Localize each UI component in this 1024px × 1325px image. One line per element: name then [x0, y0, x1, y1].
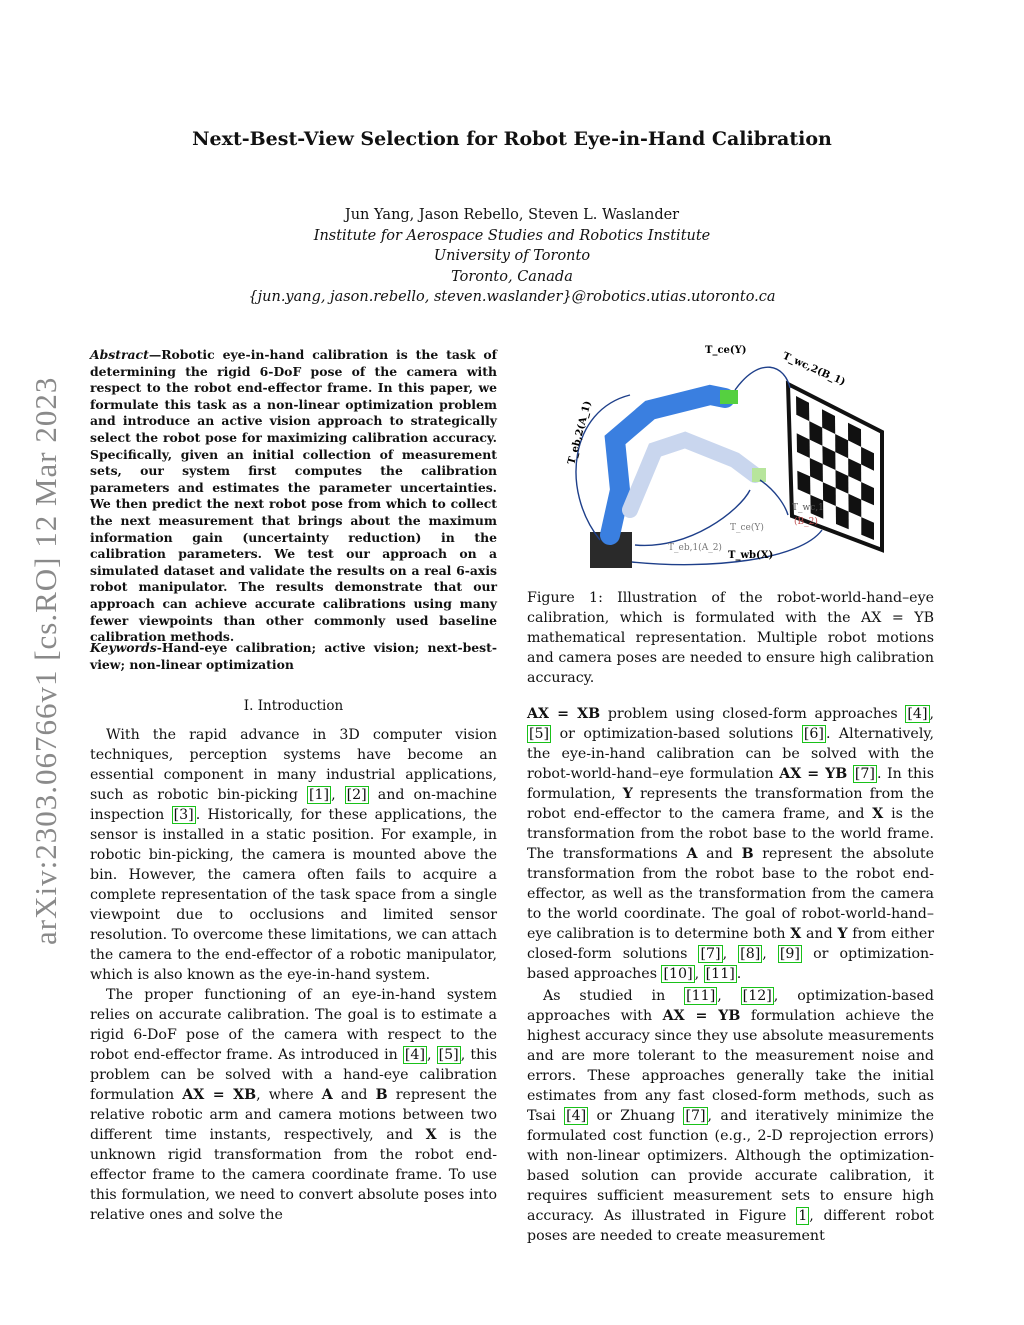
- intro-paragraph-2: The proper functioning of an eye-in-hand system relies on accurate calibration. The goal is to estimate a rigid 6-DoF pose of the camera with respect to the robot end-effector frame. As introduced in [4] , [5] , this problem can be solved with a hand-eye calibration formulation AX = XB, where A and B represent the relative robotic arm and camera motions between two different time instants, respectively, and X is the unknown rigid transformation from the robot end-effector frame to the camera coordinate frame. To use this formulation, we need to convert absolute poses into relative ones and solve the: [90, 987, 497, 1223]
- figure-link[interactable]: 1: [798, 1208, 808, 1224]
- figure-1: [560, 340, 900, 572]
- citation-link[interactable]: [4]: [404, 1047, 425, 1063]
- intro-paragraph-1: With the rapid advance in 3D computer vision techniques, perception systems have become an essential component in many industrial applications, such as robotic bin-picking [1] , [2] and on-machine inspection [3] . Historically, for these applications, the sensor is installed in a static position. For example, in robotic bin-picking, the camera is mounted above the bin. However, the camera often fails to acquire a complete representation of the task space from a single viewpoint due to occlusions and limited sensor resolution. To overcome these limitations, we can attach the camera to the end-effector of a robotic manipulator, which is also known as the eye-in-hand system.: [90, 727, 497, 983]
- citation-link[interactable]: [3]: [173, 807, 194, 823]
- label-teb1: T_eb,1(A_2): [668, 543, 722, 553]
- citation-link[interactable]: [9]: [779, 946, 800, 962]
- citation-link[interactable]: [6]: [803, 726, 824, 742]
- citation-link[interactable]: [5]: [438, 1047, 459, 1063]
- abstract-label: Abstract: [90, 347, 149, 362]
- citation-link[interactable]: [4]: [566, 1108, 587, 1124]
- authors: Jun Yang, Jason Rebello, Steven L. Waslander: [344, 207, 680, 223]
- abstract-text: —Robotic eye-in-hand calibration is the task of determining the rigid 6-DoF pose of the camera with respect to the robot end-effector frame. In this paper, we formulate this task as a non-linear optimization problem and introduce an active vision approach to strategically select the robot pose for maximizing calibration accuracy. Specifically, given an initial collection of measurement sets, our system first computes the calibration parameters and estimates the parameter uncertainties. We then predict the next robot pose from which to collect the next measurement that brings about the maximum information gain (uncertainty reduction) in the calibration parameters. We test our approach on a simulated dataset and validate the results on a real 6-axis robot manipulator. The results demonstrate that our approach can achieve accurate calibrations using many fewer viewpoints than other commonly used baseline calibration methods.: [90, 347, 497, 645]
- intro-left-column: [90, 725, 497, 1225]
- figure-caption: Figure 1: Illustration of the robot-world-hand–eye calibration, which is formulated with the AX = YB mathematical representation. Multiple robot motions and camera poses are needed to ensure high calibration accuracy.: [527, 590, 934, 686]
- author-block: [0, 205, 1024, 308]
- citation-link[interactable]: [4]: [907, 706, 928, 722]
- citation-link[interactable]: [12]: [742, 988, 772, 1004]
- affiliation-3: Toronto, Canada: [451, 268, 573, 285]
- intro-right-column: [527, 704, 934, 1246]
- keywords-text: -Hand-eye calibration; active vision; next-best-view; non-linear optimization: [90, 640, 497, 672]
- intro-paragraph-3: AX = XB problem using closed-form approaches [4] , [5] or optimization-based solutions [6] . Alternatively, the eye-in-hand calibration can be solved with the robot-world-hand–eye formulation AX = YB [7] . In this formulation, Y represents the transformation from the robot end-effector to the camera frame, and X is the transformation from the robot base to the world frame. The transformations A and B represent the absolute transformation from the robot base to the robot end-effector, as well as the transformation from the camera to the world coordinate. The goal of robot-world-hand–eye calibration is to determine both X and Y from either closed-form solutions [7] , [8] , [9] or optimization-based approaches [10] , [11] .: [527, 706, 935, 982]
- label-tce-v: T_ce(Y): [730, 523, 764, 533]
- section-heading: I. Introduction: [243, 698, 344, 714]
- citation-link[interactable]: [7]: [854, 766, 875, 782]
- abstract: [90, 347, 497, 646]
- label-twb: T_wb(X): [728, 550, 774, 561]
- affiliation-2: University of Toronto: [433, 248, 591, 264]
- citation-link[interactable]: [7]: [700, 946, 721, 962]
- label-teb2: T_eb,2(A_1): [566, 399, 594, 466]
- keywords: [90, 640, 497, 673]
- calibration-illustration: [560, 340, 900, 572]
- citation-link[interactable]: [11]: [686, 988, 716, 1004]
- citation-link[interactable]: [5]: [529, 726, 550, 742]
- label-twc2: T_wc,2(B_1): [780, 350, 847, 389]
- citation-link[interactable]: [7]: [685, 1108, 706, 1124]
- citation-link[interactable]: [10]: [663, 966, 693, 982]
- label-tce: T_ce(Y): [705, 345, 747, 356]
- citation-link[interactable]: [1]: [308, 787, 330, 803]
- intro-paragraph-4: As studied in [11] , [12] , optimization-based approaches with AX = YB formulation achieve the highest accuracy since they use absolute measurements and are more tolerant to the measurement noise and errors. These approaches generally take the initial estimates from any fast closed-form methods, such as Tsai [4] or Zhuang [7] , and iteratively minimize the formulated cost function (e.g., 2-D reprojection errors) with non-linear optimizers. Although the optimization-based solution can provide accurate calibration, it requires sufficient measurement sets to ensure high accuracy. As illustrated in Figure 1 , different robot poses are needed to create measurement: [527, 988, 935, 1244]
- keywords-label: Keywords: [90, 640, 157, 655]
- affiliation-1: Institute for Aerospace Studies and Robotics Institute: [313, 227, 711, 244]
- paper-title: Next-Best-View Selection for Robot Eye-in-Hand Calibration: [192, 128, 832, 150]
- robot-arm-pose-2: [630, 440, 766, 510]
- label-twc1: T_wc,1: [792, 503, 824, 513]
- citation-link[interactable]: [11]: [705, 966, 735, 982]
- citation-link[interactable]: [2]: [346, 787, 367, 803]
- citation-link[interactable]: [8]: [740, 946, 761, 962]
- label-b2: (B_2): [794, 517, 818, 527]
- author-emails: {jun.yang, jason.rebello, steven.waslander}@robotics.utias.utoronto.ca: [248, 289, 776, 305]
- arxiv-identifier: arXiv:2303.06766v1 [cs.RO] 12 Mar 2023: [28, 376, 63, 945]
